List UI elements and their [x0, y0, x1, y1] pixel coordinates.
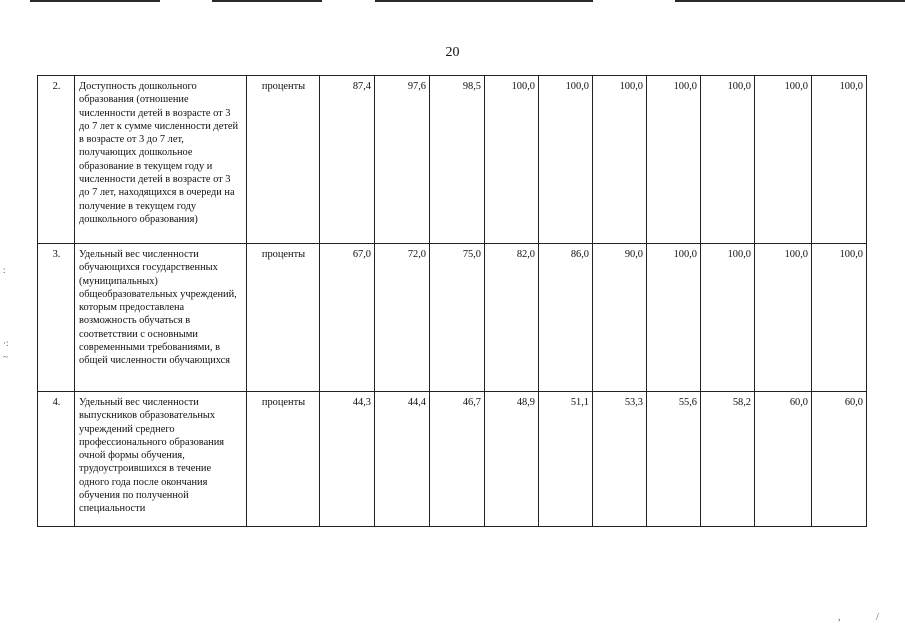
value-cell: 100,0: [647, 76, 701, 244]
value-cell: 44,4: [375, 392, 430, 527]
value-cell: 100,0: [647, 244, 701, 392]
scan-edge-line: [30, 0, 160, 2]
value-cell: 44,3: [320, 392, 375, 527]
value-cell: 75,0: [430, 244, 485, 392]
scan-edge-line: [212, 0, 322, 2]
unit-cell: проценты: [247, 76, 320, 244]
indicator-description: Доступность дошкольного образования (отношение численности детей в возрасте от 3 до 7 лет к сумме численности детей в возрасте от 3 до 7 лет, получающих дошкольное образование в текущем году и численности детей в возрасте от 3 до 7 лет, находящихся в очереди на получение в текущем году дошкольного образования): [75, 76, 247, 244]
value-cell: 100,0: [812, 76, 867, 244]
margin-mark: ~: [3, 352, 8, 362]
value-cell: 100,0: [812, 244, 867, 392]
value-cell: 72,0: [375, 244, 430, 392]
corner-mark: /: [876, 612, 879, 623]
page-number: 20: [445, 45, 460, 60]
value-cell: 51,1: [539, 392, 593, 527]
scan-edge-line: [375, 0, 593, 2]
table-row: [38, 392, 867, 527]
value-cell: 58,2: [701, 392, 755, 527]
value-cell: 60,0: [812, 392, 867, 527]
value-cell: 60,0: [755, 392, 812, 527]
value-cell: 97,6: [375, 76, 430, 244]
value-cell: 90,0: [593, 244, 647, 392]
value-cell: 100,0: [539, 76, 593, 244]
value-cell: 100,0: [755, 244, 812, 392]
unit-cell: проценты: [247, 392, 320, 527]
value-cell: 48,9: [485, 392, 539, 527]
value-cell: 100,0: [485, 76, 539, 244]
value-cell: 87,4: [320, 76, 375, 244]
value-cell: 100,0: [701, 76, 755, 244]
margin-mark: :: [3, 265, 6, 275]
unit-cell: проценты: [247, 244, 320, 392]
value-cell: 86,0: [539, 244, 593, 392]
table-row: [38, 244, 867, 392]
value-cell: 82,0: [485, 244, 539, 392]
value-cell: 100,0: [593, 76, 647, 244]
table-row: [38, 76, 867, 244]
row-number: 3.: [38, 244, 75, 392]
row-number: 4.: [38, 392, 75, 527]
value-cell: 53,3: [593, 392, 647, 527]
value-cell: 55,6: [647, 392, 701, 527]
indicators-table: [37, 75, 867, 527]
value-cell: 100,0: [701, 244, 755, 392]
row-number: 2.: [38, 76, 75, 244]
corner-mark: ,: [838, 612, 841, 623]
value-cell: 98,5: [430, 76, 485, 244]
indicator-description: Удельный вес численности обучающихся государственных (муниципальных) общеобразовательных учреждений, которым предоставлена возможность обучаться в соответствии с основными современными требованиями, в общей численности обучающихся: [75, 244, 247, 392]
scan-edge-line: [675, 0, 905, 2]
value-cell: 100,0: [755, 76, 812, 244]
margin-mark: ·:: [3, 338, 9, 348]
value-cell: 46,7: [430, 392, 485, 527]
value-cell: 67,0: [320, 244, 375, 392]
indicator-description: Удельный вес численности выпускников образовательных учреждений среднего профессионального образования очной формы обучения, трудоустроившихся в течение одного года после окончания обучения по полученной специальности: [75, 392, 247, 527]
